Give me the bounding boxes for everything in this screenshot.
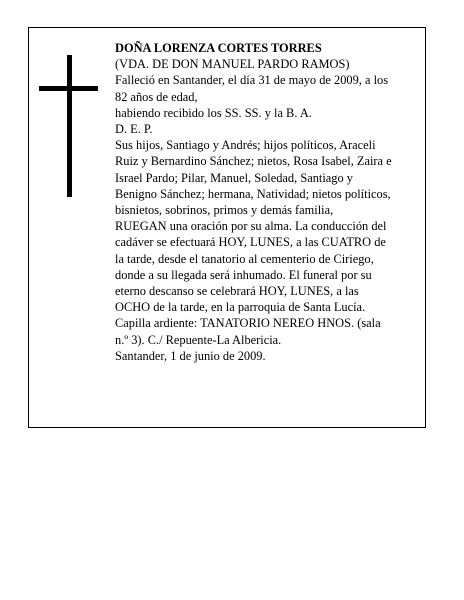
death-announcement-line: Falleció en Santander, el día 31 de mayo de 2009, a los: [115, 73, 389, 88]
family-line: Benigno Sánchez; hermana, Natividad; nietos políticos,: [115, 186, 391, 201]
notice-text: [115, 40, 421, 364]
chapel-line: n.º 3). C./ Repuente-La Albericia.: [115, 332, 282, 347]
deceased-name: DOÑA LORENZA CORTES TORRES: [115, 41, 322, 55]
cross-icon: [29, 28, 109, 228]
chapel-line: Capilla ardiente: TANATORIO NEREO HNOS. (sala: [115, 316, 381, 331]
date-place-line: Santander, 1 de junio de 2009.: [115, 348, 266, 363]
service-line: cadáver se efectuará HOY, LUNES, a las CUATRO de: [115, 235, 386, 250]
service-line: donde a su llegada será inhumado. El funeral por su: [115, 267, 372, 282]
cross-vertical-bar: [67, 55, 72, 197]
service-line: RUEGAN una oración por su alma. La conducción del: [115, 219, 387, 234]
sacraments-line: habiendo recibido los SS. SS. y la B. A.: [115, 105, 312, 120]
age-line: 82 años de edad,: [115, 89, 198, 104]
service-line: OCHO de la tarde, en la parroquia de Santa Lucía.: [115, 300, 366, 315]
family-line: bisnietos, sobrinos, primos y demás familia,: [115, 203, 334, 218]
family-line: Israel Pardo; Pilar, Manuel, Soledad, Santiago y: [115, 170, 353, 185]
service-line: eterno descanso se celebrará HOY, LUNES, a las: [115, 284, 359, 299]
rip-line: D. E. P.: [115, 122, 153, 137]
obituary-notice: [28, 27, 426, 428]
family-line: Sus hijos, Santiago y Andrés; hijos políticos, Araceli: [115, 138, 376, 153]
service-line: la tarde, desde el tanatorio al cementerio de Ciriego,: [115, 251, 374, 266]
family-line: Ruiz y Bernardino Sánchez; nietos, Rosa Isabel, Zaira e: [115, 154, 392, 169]
widow-of-line: (VDA. DE DON MANUEL PARDO RAMOS): [115, 57, 350, 72]
cross-horizontal-bar: [39, 86, 98, 91]
